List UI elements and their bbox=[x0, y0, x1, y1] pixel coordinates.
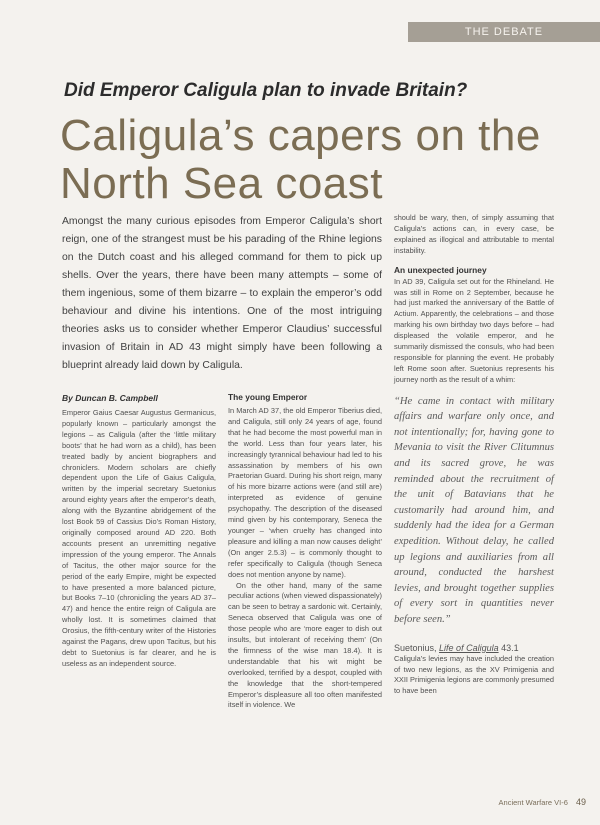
attribution-reference: 43.1 bbox=[501, 642, 519, 653]
section-label: THE DEBATE bbox=[408, 22, 600, 42]
column-3-paragraph-3: Caligula’s levies may have included the creation of two new legions, as the XV Primigenia and XXII Primigenia legions are commonly presumed to have been bbox=[394, 653, 554, 696]
column-3-paragraph-1: should be wary, then, of simply assuming that Caligula’s actions can, in every case, be explained as illogical and attributable to mental instability. bbox=[394, 213, 554, 255]
byline: By Duncan B. Campbell bbox=[62, 393, 158, 403]
page-footer bbox=[499, 797, 586, 807]
column-1 bbox=[62, 408, 216, 670]
page-number: 49 bbox=[575, 797, 586, 807]
column-1-text: Emperor Gaius Caesar Augustus Germanicus, popularly known – particularly amongst the legions – as Caligula (after the ‘little military boots’ that he had worn as a child), has been treated badly by ancient biographers and chroniclers. Modern scholars are chiefly dependent upon the Life of Gaius Caligula, written by the imperial secretary Suetonius around eighty years after the emperor’s death, along with the Byzantine abridgement of the lost Book 59 of Cassius Dio’s Roman History, originally composed around AD 220. Both accounts present an unremitting negative impression of the young emperor. The Annals of Tacitus, the other major source for the period of the early Empire, might be expected to have presented a more balanced picture, but Books 7–10 (chronicling the years AD 37–47) and hence the entire reign of Caligula are wholly lost. It is sometimes claimed that Orosius, the fifth-century writer of the Histories against the Pagans, drew upon Tacitus, but his debt to Suetonius is far clearer, and he is useless as an independent source. bbox=[62, 408, 216, 668]
magazine-issue: Ancient Warfare VI-6 bbox=[498, 798, 568, 807]
kicker-question: Did Emperor Caligula plan to invade Britain? bbox=[64, 80, 468, 101]
column-3 bbox=[394, 213, 554, 697]
column-2-paragraph-2: On the other hand, many of the same peculiar actions (when viewed dispassionately) can be seen to betray a sardonic wit. Certainly, Seneca observed that Caligula was one of those people who are ‘more eager to dish out insults, but intolerant of receiving them’ (On the firmness of the wise man 18.4). It is understandable that his wit might be overlooked, terrified by a despot, coupled with the knowledge that the short-tempered Emperor’s displeasure all too often manifested itself in violence. We bbox=[228, 580, 382, 710]
column-2-paragraph-1: In March AD 37, the old Emperor Tiberius died, and Caligula, still only 24 years of age, found that he had become the most powerful man in the world. Less than four years later, his increasingly tyrannical behaviour had led to his assassination by members of his own Praetorian Guard. During his short reign, many of his more bizarre actions were (and still are) interpreted as evidence of genuine psychopathy. The description of the diseased mind given by his contemporary, Seneca the younger – ‘when cruelty has changed into pleasure and killing a man now causes delight’ (On anger 2.5.3) – is commonly thought to refer specifically to Caligula (though Seneca does not mention anyone by name). bbox=[228, 406, 382, 579]
subhead-unexpected-journey: An unexpected journey bbox=[394, 264, 487, 275]
subhead-young-emperor: The young Emperor bbox=[228, 392, 308, 402]
page-title: Caligula’s capers on the North Sea coast bbox=[60, 111, 541, 208]
quote-attribution bbox=[394, 642, 554, 654]
attribution-author: Suetonius, bbox=[394, 642, 437, 653]
column-2 bbox=[228, 392, 382, 711]
column-3-paragraph-2: In AD 39, Caligula set out for the Rhineland. He was still in Rome on 2 September, because he had just marked the anniversary of the Battle of Actium. Apparently, the celebrations – and those marking his own birthday two days before – had displeased the volatile emperor, and he summarily dismissed the consuls, who had been responsible for planning the event. He probably left Rome soon after. Suetonius represents his journey north as the result of a whim: bbox=[394, 276, 554, 384]
attribution-work: Life of Caligula bbox=[439, 642, 499, 653]
pull-quote: “He came in contact with military affairs and warfare only once, and not intentionally; for, having gone to Mevania to visit the River Clitumnus and its sacred grove, he was reminded about the recruitment of the unit of Batavians that he customarily had around him, and suddenly had the idea for a German expedition. Without delay, he called up legions and auxiliaries from all around, conducted the harshest levies, and brought together supplies of every sort in quantities never before seen.” bbox=[394, 395, 554, 625]
intro-paragraph: Amongst the many curious episodes from Emperor Caligula’s short reign, one of the strangest must be his parading of the Rhine legions on the Dutch coast and his alleged command for them to pick up shells. Over the years, there have been many attempts – some of them ingenious, some of them bizarre – to explain the emperor’s odd behaviour and divine his intentions. One of the most intriguing theories asks us to consider whether Emperor Claudius’ successful invasion of Britain in AD 43 might simply have been following a blueprint already laid down by Caligula. bbox=[62, 216, 382, 371]
